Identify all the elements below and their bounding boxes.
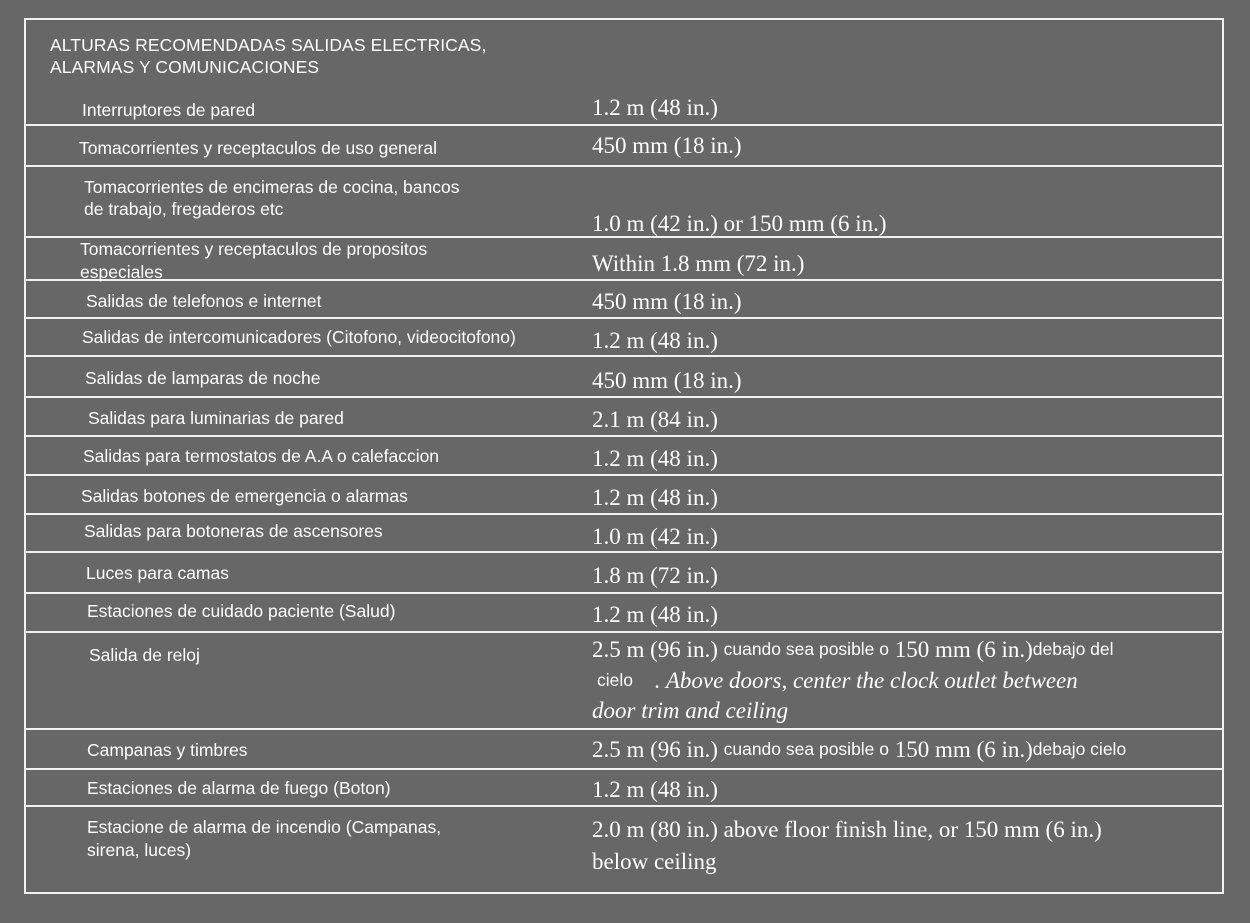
row-value-botoneras-ascensores: 1.0 m (42 in.) [592,524,718,549]
row-label-tomacorrientes-encimeras [84,176,459,220]
row-value-tomacorrientes-encimeras: 1.0 m (42 in.) or 150 mm (6 in.) [592,211,887,236]
row-value-part: cuando sea posible o [723,639,890,659]
row-value-cuidado-paciente: 1.2 m (48 in.) [592,602,718,627]
row-value-line [592,665,1202,696]
row-label-line: sirena, luces) [87,840,192,860]
row-divider [24,728,1224,730]
row-label-line: Tomacorrientes de encimeras de cocina, bancos [84,177,460,197]
row-value-part: 150 mm (6 in.) [894,737,1033,762]
row-label-alarma-incendio [87,816,441,862]
row-label-luminarias-pared: Salidas para luminarias de pared [88,408,344,428]
row-value-part: cielo [597,670,633,690]
row-value-tomacorrientes-uso-general: 450 mm (18 in.) [592,133,742,158]
row-divider [24,435,1224,437]
row-label-line: de trabajo, fregaderos etc [84,199,284,219]
row-value-campanas-timbres [592,734,1126,765]
row-label-intercomunicadores: Salidas de intercomunicadores (Citofono, videocitofono) [82,327,516,347]
row-divider [24,474,1224,476]
row-label-line: especiales [80,262,163,282]
row-value-line: door trim and ceiling [592,698,789,723]
row-value-luminarias-pared: 2.1 m (84 in.) [592,407,718,432]
row-label-botones-emergencia: Salidas botones de emergencia o alarmas [81,486,408,506]
row-value-part: 150 mm (6 in.) [894,637,1033,662]
row-label-tomacorrientes-especiales [80,238,427,284]
row-label-interruptores: Interruptores de pared [82,100,256,120]
row-value-alarma-incendio [592,814,1202,878]
row-value-part: debajo del [1032,639,1114,659]
row-value-interruptores: 1.2 m (48 in.) [592,95,718,120]
row-value-line: below ceiling [592,849,717,874]
table-title [50,34,610,78]
row-label-line: Estacione de alarma de incendio (Campanas, [87,817,442,837]
row-divider [24,124,1224,126]
row-value-part: . Above doors, center the clock outlet between [654,668,1078,693]
row-value-part: debajo cielo [1032,739,1127,759]
row-divider [24,592,1224,594]
row-label-botoneras-ascensores: Salidas para botoneras de ascensores [84,521,383,541]
row-label-luces-camas: Luces para camas [86,563,229,583]
row-value-tomacorrientes-especiales: Within 1.8 mm (72 in.) [592,251,805,276]
row-value-luces-camas: 1.8 m (72 in.) [592,563,718,588]
row-value-salida-reloj [592,634,1202,726]
row-label-lamparas-noche: Salidas de lamparas de noche [85,368,321,388]
row-divider [24,631,1224,633]
row-value-telefonos-internet: 450 mm (18 in.) [592,289,742,314]
row-value-intercomunicadores: 1.2 m (48 in.) [592,328,718,353]
row-label-tomacorrientes-uso-general: Tomacorrientes y receptaculos de uso general [79,138,437,158]
row-divider [24,317,1224,319]
row-divider [24,396,1224,398]
table-title-line-2: ALARMAS Y COMUNICACIONES [50,57,320,77]
row-divider [24,513,1224,515]
row-label-salida-reloj: Salida de reloj [89,645,200,665]
table-title-line-1: ALTURAS RECOMENDADAS SALIDAS ELECTRICAS, [50,35,487,55]
row-value-botones-emergencia: 1.2 m (48 in.) [592,485,718,510]
row-label-alarma-fuego-boton: Estaciones de alarma de fuego (Boton) [87,778,391,798]
row-divider [24,768,1224,770]
row-value-line [592,634,1202,665]
row-label-termostatos: Salidas para termostatos de A.A o calefaccion [83,446,440,466]
row-divider [24,805,1224,807]
row-value-part: cuando sea posible o [723,739,890,759]
row-value-line: 2.0 m (80 in.) above floor finish line, or 150 mm (6 in.) [592,817,1102,842]
row-divider [24,165,1224,167]
row-value-alarma-fuego-boton: 1.2 m (48 in.) [592,777,718,802]
row-value-lamparas-noche: 450 mm (18 in.) [592,368,742,393]
row-label-cuidado-paciente: Estaciones de cuidado paciente (Salud) [87,601,396,621]
row-label-campanas-timbres: Campanas y timbres [87,740,248,760]
row-value-part: 2.5 m (96 in.) [592,637,718,662]
row-value-termostatos: 1.2 m (48 in.) [592,446,718,471]
row-label-telefonos-internet: Salidas de telefonos e internet [86,291,322,311]
row-value-part: 2.5 m (96 in.) [592,737,718,762]
row-label-line: Tomacorrientes y receptaculos de propositos [80,239,428,259]
